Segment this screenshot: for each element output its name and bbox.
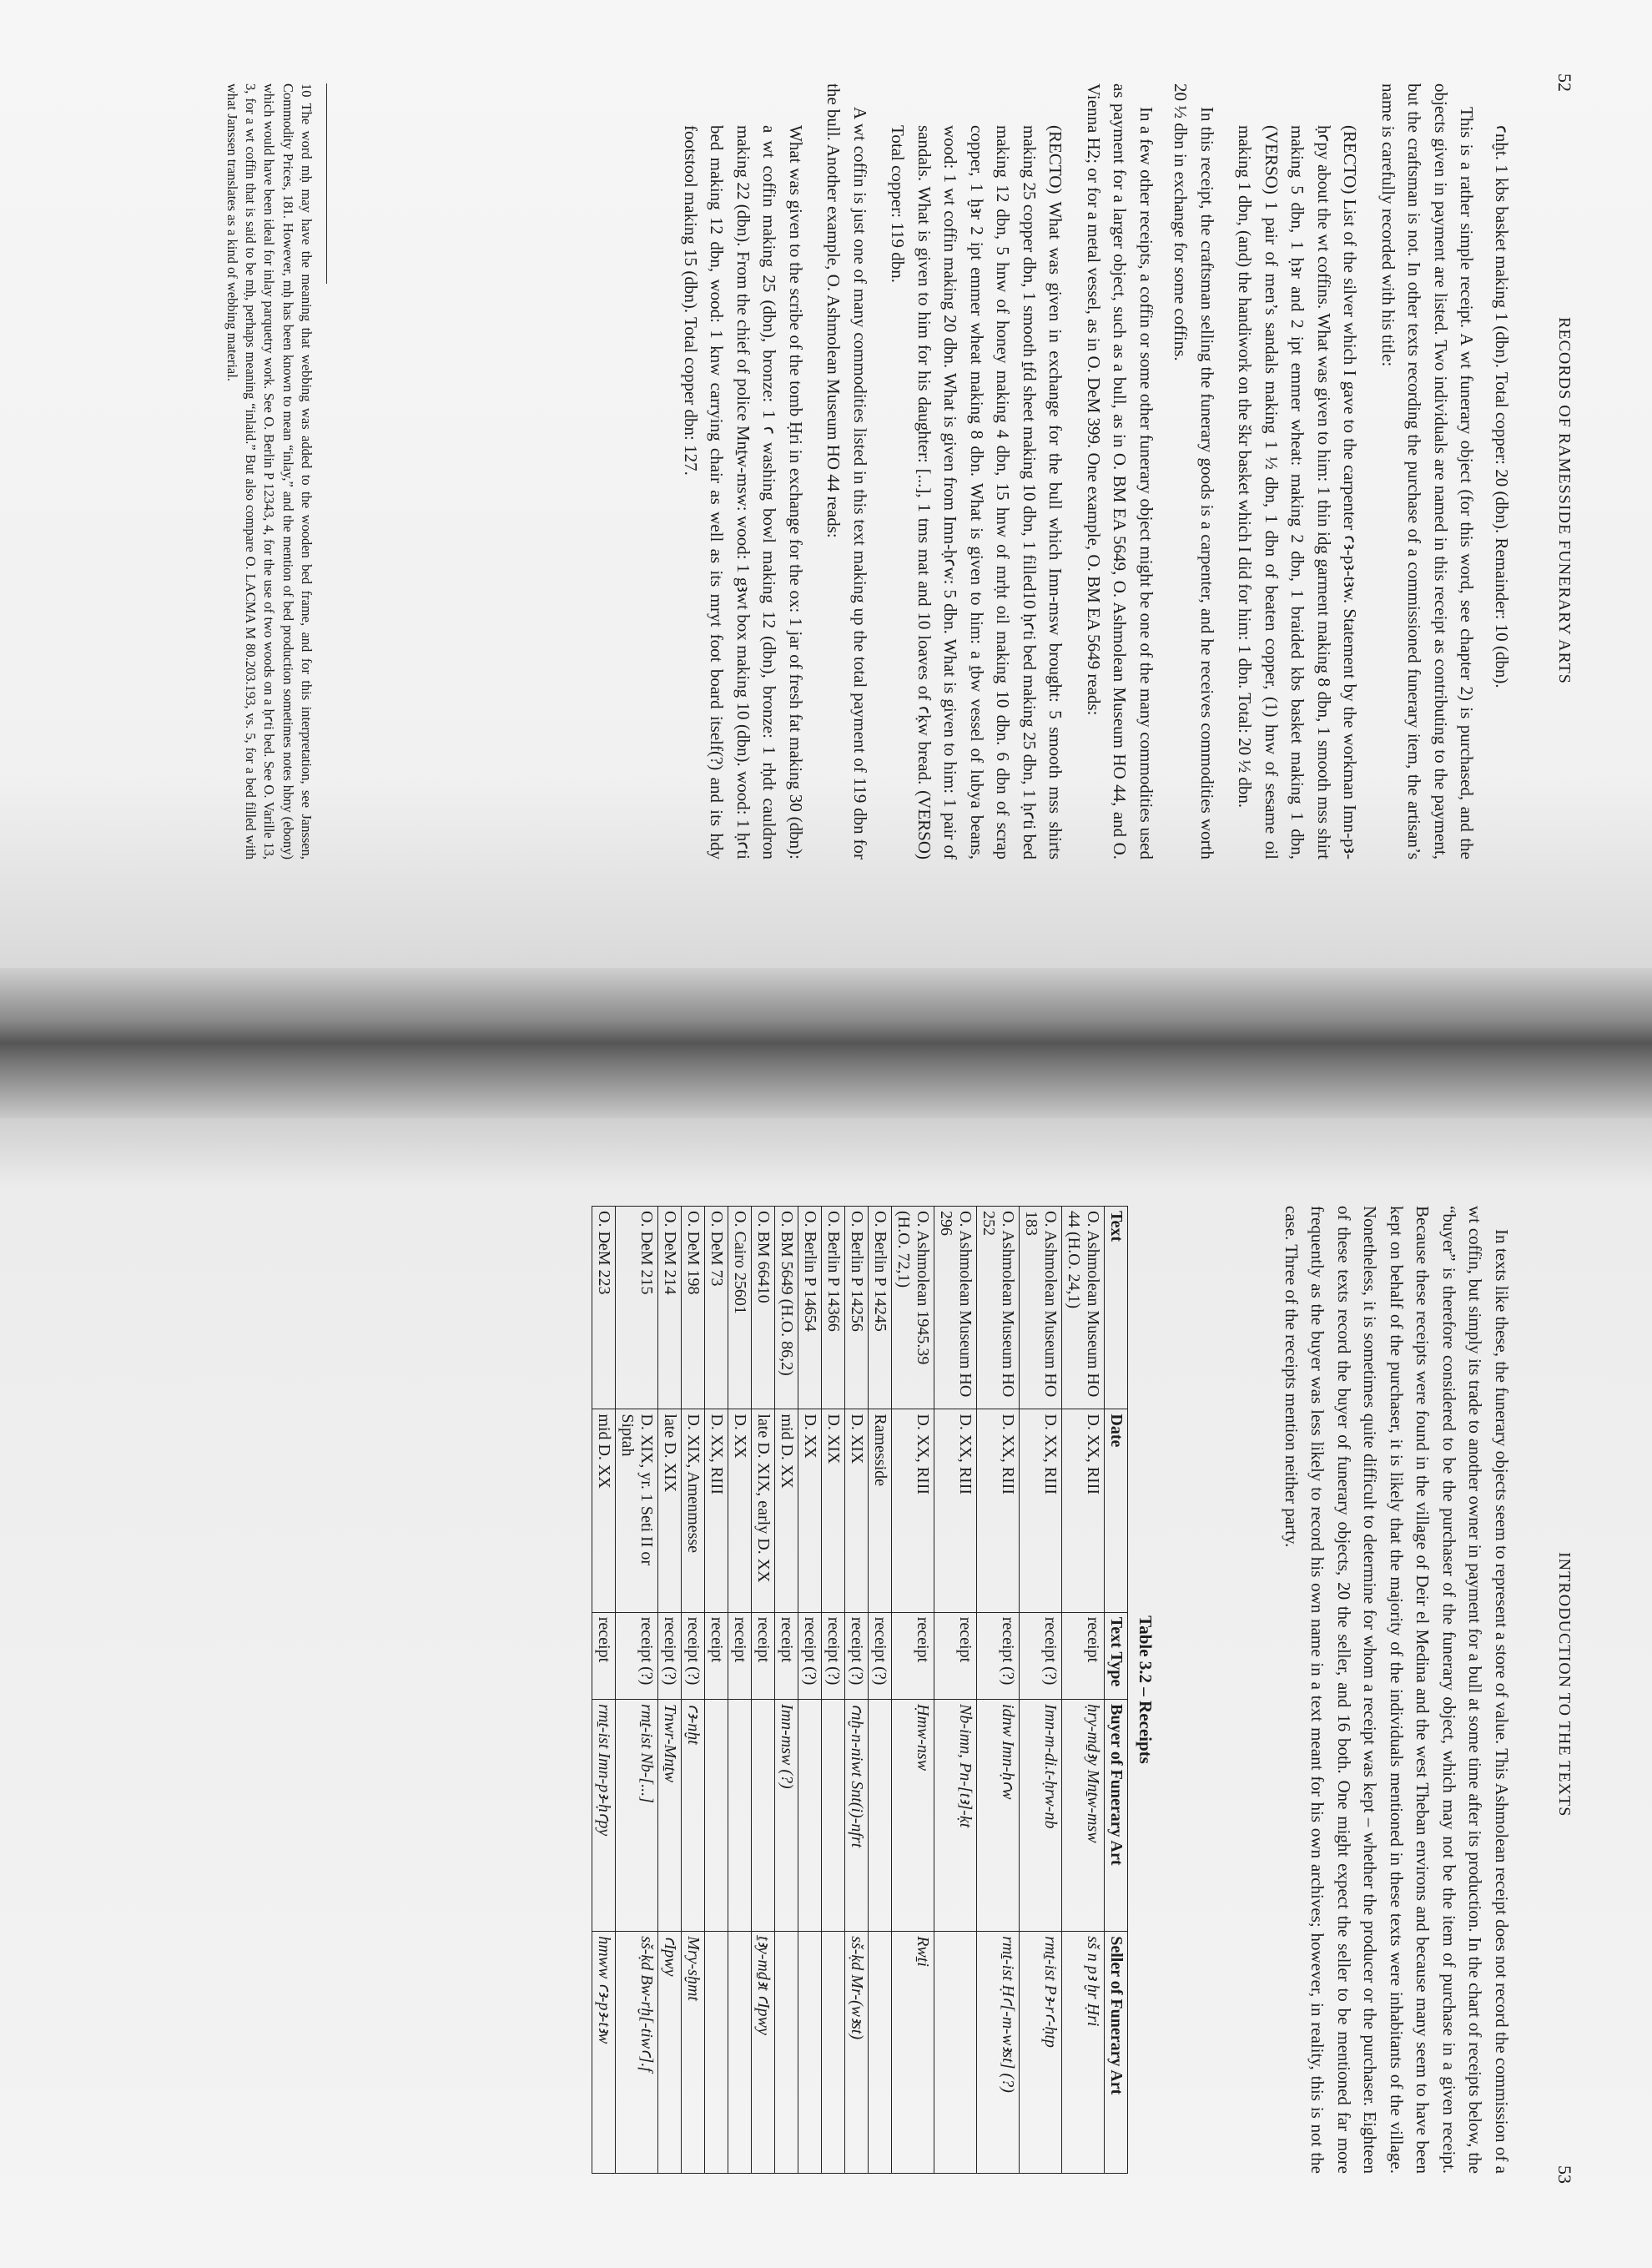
table-cell	[798, 1932, 822, 2174]
column-header: Text	[1105, 1207, 1128, 1409]
table-row	[616, 1207, 658, 2174]
table-row	[845, 1207, 869, 2174]
table-cell	[775, 1932, 798, 2174]
table-cell	[752, 1700, 775, 1932]
table-row	[934, 1207, 977, 2174]
table-cell: receipt	[892, 1612, 934, 1699]
paragraph: ꜥnḫt. 1 kbs basket making 1 (dbn). Total copper: 20 (dbn). Remainder: 10 (dbn).	[1492, 125, 1512, 688]
table-row	[869, 1207, 892, 2174]
table-cell: Imn-msw (?)	[775, 1700, 798, 1932]
table-cell: O. Berlin P 14366	[822, 1207, 845, 1409]
table-cell: receipt (?)	[869, 1612, 892, 1699]
table-cell: D. XIX	[845, 1409, 869, 1612]
table-cell: late D. XIX, early D. XX	[752, 1409, 775, 1612]
table-cell: receipt	[1062, 1612, 1105, 1699]
table-cell: sš n pꜣ ḫr Ḥri	[1062, 1932, 1105, 2174]
column-header: Text Type	[1105, 1612, 1128, 1699]
table-cell: sš-ḳd Bw-rḫ[-tiwꜥ].f	[616, 1932, 658, 2174]
table-cell: receipt (?)	[1020, 1612, 1062, 1699]
table-cell	[705, 1700, 728, 1932]
table-header-row	[1105, 1207, 1128, 2174]
column-header: Seller of Funerary Art	[1105, 1932, 1128, 2174]
table-cell: ṯꜣy-mḏꜣt ꜥIpwy	[752, 1932, 775, 2174]
table-cell: sš-ḳd Mr-(wꜣst)	[845, 1932, 869, 2174]
table-cell: D. XX, RIII	[1020, 1409, 1062, 1612]
table-cell: O. Berlin P 14256	[845, 1207, 869, 1409]
table-row	[822, 1207, 845, 2174]
block-quote: What was given to the scribe of the tomb Ḥri in exchange for the ox: 1 jar of fresh fat making 30 (dbn): a wt coffin making 25 (dbn), bronze: 1 ꜥ washing bowl making 12 (dbn), bronze: 1 rḥdt cauldron making 22 (dbn). From the chief of police Mnṯw-msw: wood: 1 gꜣwt box making 10 (dbn). wood: 1 ḥꜥti bed making 12 dbn, wood: 1 knw carrying chair as well as its mryt foot board itself(?) and its hdy footstool making 15 (dbn). Total copper dbn: 127.	[681, 125, 806, 859]
table-row	[977, 1207, 1020, 2174]
table-cell: D. XX, RIII	[934, 1409, 977, 1612]
table-cell: receipt	[705, 1612, 728, 1699]
table-cell: O. DeM 223	[592, 1207, 616, 1409]
footnote-rule	[326, 83, 327, 284]
table-cell: O. Ashmolean Museum HO 44 (H.O. 24,1)	[1062, 1207, 1105, 1409]
table-cell: receipt	[934, 1612, 977, 1699]
table-cell: receipt	[752, 1612, 775, 1699]
table-cell: O. DeM 214	[658, 1207, 682, 1409]
table-cell: receipt (?)	[682, 1612, 705, 1699]
table-cell: O. DeM 215	[616, 1207, 658, 1409]
table-cell: O. Ashmolean Museum HO 296	[934, 1207, 977, 1409]
table-cell: Nb-imn, Pn-[tꜣ]-ḳt	[934, 1700, 977, 1932]
table-cell: D. XX	[798, 1409, 822, 1612]
table-cell	[934, 1932, 977, 2174]
table-cell: O. Berlin P 14654	[798, 1207, 822, 1409]
table-cell: Imn-m-di.t-ḥrw-nb	[1020, 1700, 1062, 1932]
table-cell: ꜥꜣ-nḫt	[682, 1700, 705, 1932]
running-head: INTRODUCTION TO THE TEXTS	[1555, 1552, 1574, 1817]
page-number: 53	[1554, 2165, 1575, 2184]
table-cell: D. XIX, Amenmesse	[682, 1409, 705, 1612]
table-row	[705, 1207, 728, 2174]
table-cell: receipt (?)	[616, 1612, 658, 1699]
table-cell: Rwṯi	[892, 1932, 934, 2174]
block-quote: (RECTO) What was given in exchange for the bull which Imn-msw brought: 5 smooth mss shirts making 25 copper dbn, 1 smooth ṯfd sheet making 10 dbn, 1 filled10 ḥꜥti bed making 25 dbn, 1 ḥꜥti bed making 12 dbn, 5 hnw of honey making 4 dbn, 15 hnw of mrḥt oil making 10 dbn. 6 dbn of scrap copper, 1 ḫꜣr 2 ipt emmer wheat making 8 dbn. What is given to him: a ṯbw vessel of lubya beans, wood: 1 wt coffin making 20 dbn. What is given from Imn-ḥꜥw: 5 dbn. What is given to him: 1 pair of sandals. What is given to him for his daughter: [...], 1 tms mat and 10 loaves of ꜥḳw bread. (VERSO) Total copper: 119 dbn.	[888, 125, 1066, 859]
table-cell: O. DeM 198	[682, 1207, 705, 1409]
book-gutter	[0, 968, 1652, 1118]
table-cell	[798, 1700, 822, 1932]
table-cell: ḥry-mḏꜣy Mnṯw-msw	[1062, 1700, 1105, 1932]
table-cell: O. BM 5649 (H.O. 86,2)	[775, 1207, 798, 1409]
column-header: Date	[1105, 1409, 1128, 1612]
table-cell: Ramesside	[869, 1409, 892, 1612]
right-page	[0, 1118, 1652, 2268]
table-row	[682, 1207, 705, 2174]
paragraph: In this receipt, the craftsman selling the funerary goods is a carpenter, and he receives commodities worth 20 ½ dbn in exchange for some coffins.	[1171, 83, 1217, 859]
table-cell: receipt	[728, 1612, 752, 1699]
table-cell: receipt (?)	[822, 1612, 845, 1699]
table-cell: Tnwr-Mnṯw	[658, 1700, 682, 1932]
table-cell: Ḥmw-nsw	[892, 1700, 934, 1932]
table-cell: ꜥIpwy	[658, 1932, 682, 2174]
table-cell: O. DeM 73	[705, 1207, 728, 1409]
table-cell: O. Ashmolean Museum HO 183	[1020, 1207, 1062, 1409]
paragraph: A wt coffin is just one of many commodities listed in this text making up the total payment of 119 dbn for the bull. Another example, O. Ashmolean Museum HO 44 reads:	[823, 83, 870, 859]
table-cell: O. Cairo 25601	[728, 1207, 752, 1409]
table-cell	[728, 1932, 752, 2174]
table-cell: mid D. XX	[592, 1409, 616, 1612]
table-cell: rmṯ-ist Nb-[...]	[616, 1700, 658, 1932]
table-row	[892, 1207, 934, 2174]
table-cell: receipt (?)	[845, 1612, 869, 1699]
table-cell	[728, 1700, 752, 1932]
table-row	[658, 1207, 682, 2174]
paragraph: In texts like these, the funerary objects seem to represent a store of value. This Ashmolean receipt does not record the commission of a wt coffin, but simply its trade to another owner in payment for a bull at some time after its production. In the chart of receipts below, the “buyer” is therefore considered to be the purchaser of the funerary object, which may not be the item of purchase in a given receipt. Because these receipts were found in the village of Deir el Medina and the west Theban environs and because many seem to have been kept on behalf of the purchaser, it is likely that the majority of the individuals mentioned in these texts were inhabitants of the village. Nonetheless, it is sometimes quite difficult to determine for whom a receipt was kept – whether the producer or the purchaser. Eighteen of these texts record the buyer of funerary objects, 20 the seller, and 16 both. One might expect the seller to be mentioned far more frequently as the buyer was less likely to record his own name in a text meant for his own archives; however, in reality, this is not the case. Three of the receipts mention neither party.	[1282, 1206, 1512, 2174]
table-cell: ꜥnḫ-n-niwt Snt(i)-nfrt	[845, 1700, 869, 1932]
table-cell: D. XIX	[822, 1409, 845, 1612]
paragraph: This is a rather simple receipt. A wt funerary object (for this word, see chapter 2) is purchased, and the objects given in payment are listed. Two individuals are named in this receipt as contributing to the payment, but the craftsman is not. In other texts recording the purchase of a commissioned funerary item, the artisan’s name is carefully recorded with his title:	[1378, 83, 1478, 859]
left-page	[0, 0, 1652, 968]
table-row	[752, 1207, 775, 2174]
receipts-table	[592, 1206, 1128, 2174]
table-cell	[705, 1932, 728, 2174]
page-number: 52	[1554, 73, 1575, 92]
table-cell: D. XX, RIII	[977, 1409, 1020, 1612]
table-cell	[822, 1932, 845, 2174]
table-cell: D. XX, RIII	[1062, 1409, 1105, 1612]
table-cell: receipt (?)	[977, 1612, 1020, 1699]
table-cell: receipt	[775, 1612, 798, 1699]
table-cell: O. BM 66410	[752, 1207, 775, 1409]
column-header: Buyer of Funerary Art	[1105, 1700, 1128, 1932]
block-quote: (RECTO) List of the silver which I gave to the carpenter ꜥꜣ-pꜣ-tꜣw. Statement by the workman Imn-pꜣ-ḥꜥpy about the wt coffins. What was given to him: 1 thin idg garment making 8 dbn, 1 smooth mss shirt making 5 dbn, 1 ḥꜣr and 2 ipt emmer wheat: making 2 dbn, 1 braided kbs basket making 1 dbn, (VERSO) 1 pair of men’s sandals making 1 ½ dbn, 1 dbn of beaten copper, (1) hnw of sesame oil making 1 dbn, (and) the handiwork on the škr basket which I did for him: 1 dbn. Total: 20 ½ dbn.	[1235, 125, 1361, 859]
table-cell: rmṯ-ist Imn-pꜣ-ḥꜥpy	[592, 1700, 616, 1932]
table-cell: rmṯ-ist Pꜣ-rꜥ-ḥtp	[1020, 1932, 1062, 2174]
table-cell: O. Ashmolean 1945.39 (H.O. 72,1)	[892, 1207, 934, 1409]
table-body	[592, 1207, 1105, 2174]
table-cell: O. Ashmolean Museum HO 252	[977, 1207, 1020, 1409]
table-row	[1020, 1207, 1062, 2174]
table-cell: Mry-sḫmt	[682, 1932, 705, 2174]
table-row	[592, 1207, 616, 2174]
table-cell: O. Berlin P 14245	[869, 1207, 892, 1409]
table-row	[728, 1207, 752, 2174]
table-cell	[822, 1700, 845, 1932]
table-row	[1062, 1207, 1105, 2174]
table-cell: receipt	[592, 1612, 616, 1699]
table-row	[775, 1207, 798, 2174]
table-cell: D. XIX, yr. 1 Seti II or Siptah	[616, 1409, 658, 1612]
table-cell: mid D. XX	[775, 1409, 798, 1612]
table-row	[798, 1207, 822, 2174]
body-text	[666, 83, 1515, 859]
table-cell	[869, 1700, 892, 1932]
table-cell: rmṯ-ist Ḥꜥ[-m-wꜣst] (?)	[977, 1932, 1020, 2174]
table-cell	[869, 1932, 892, 2174]
body-text	[1270, 1206, 1515, 2174]
table-cell: receipt (?)	[798, 1612, 822, 1699]
table-cell: hmww ꜥꜣ-pꜣ-tꜣw	[592, 1932, 616, 2174]
footnote: 10 The word mḥ may have the meaning that webbing was added to the wooden bed frame, and for this interpretation, see Janssen, Commodity Prices, 181. However, mḥ has been known to mean “inlay,” and the mention of bed production sometimes notes hbny (ebony) which would have been ideal for inlay parquetry work. See O. Berlin P 12343, 4, for the use of two woods on a ḥꜥti bed. See O. Varille 13, 3, for a wt coffin that is said to be mḥ, perhaps meaning “inlaid.” But also compare O. LACMA M 80.203.193, vs. 5, for a bed filled with what Janssen translates as a kind of webbing material.	[224, 83, 315, 859]
paragraph: In a few other receipts, a coffin or some other funerary object might be one of the many commodities used as payment for a larger object, such as a bull, as in O. BM EA 5649, O. Ashmolean Museum HO 44, and O. Vienna H2; or for a metal vessel, as in O. DeM 399. One example, O. BM EA 5649 reads:	[1084, 83, 1156, 859]
table-cell: receipt (?)	[658, 1612, 682, 1699]
table-cell: idnw Imn-ḥꜥw	[977, 1700, 1020, 1932]
table-cell: late D. XIX	[658, 1409, 682, 1612]
table-cell: D. XX, RIII	[705, 1409, 728, 1612]
running-head: RECORDS OF RAMESSIDE FUNERARY ARTS	[1555, 317, 1574, 684]
table-cell: D. XX	[728, 1409, 752, 1612]
table-title: Table 3.2 – Receipts	[1136, 1615, 1156, 1764]
table-cell: D. XX, RIII	[892, 1409, 934, 1612]
